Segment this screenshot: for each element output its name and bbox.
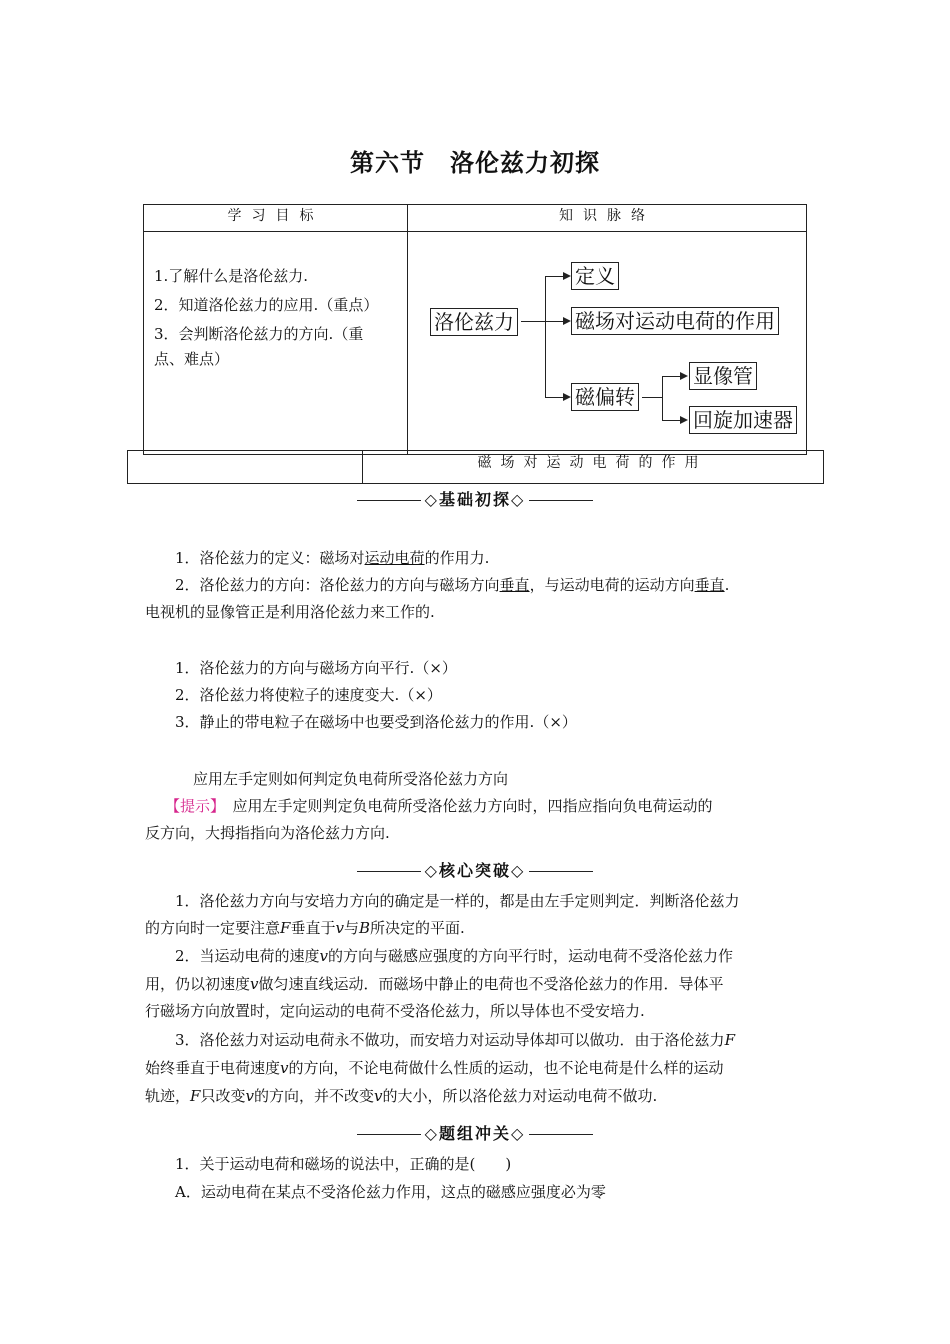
node-definition: 定义: [571, 262, 619, 290]
judge-3: 3．静止的带电粒子在磁场中也要受到洛伦兹力的作用.（×）: [175, 713, 577, 731]
core-3b: 始终垂直于电荷速度v的方向，不论电荷做什么性质的运动，也不论电荷是什么样的运动: [145, 1059, 724, 1077]
core-3c: 轨迹，F只改变v的方向，并不改变v的大小，所以洛伦兹力对运动电荷不做功.: [145, 1087, 658, 1105]
goal-1: 1.了解什么是洛伦兹力.: [154, 267, 309, 285]
node-cyclotron: 回旋加速器: [689, 406, 797, 434]
drill-option-a: A．运动电荷在某点不受洛伦兹力作用，这点的磁感应强度必为零: [175, 1183, 606, 1201]
node-field-effect: 磁场对运动电荷的作用: [571, 307, 779, 335]
tip-line-2: 反方向，大拇指指向为洛伦兹力方向.: [145, 824, 390, 842]
question: 应用左手定则如何判定负电荷所受洛伦兹力方向: [193, 770, 509, 788]
col-header-goals: 学习目标: [144, 205, 408, 232]
goal-2: 2．知道洛伦兹力的应用.（重点）: [154, 296, 379, 314]
basic-line-1: 1．洛伦兹力的定义：磁场对运动电荷的作用力.: [175, 549, 490, 567]
section-basic: ◇基础初探◇: [0, 487, 950, 510]
tip-line-1: 【提示】 应用左手定则判定负电荷所受洛伦兹力方向时，四指应指向负电荷运动的: [165, 797, 713, 815]
basic-line-3: 电视机的显像管正是利用洛伦兹力来工作的.: [145, 603, 435, 621]
objectives-table: [143, 204, 807, 455]
core-1a: 1．洛伦兹力方向与安培力方向的确定是一样的，都是由左手定则判定．判断洛伦兹力: [175, 892, 740, 910]
goal-3: 3．会判断洛伦兹力的方向.（重: [154, 325, 364, 343]
judge-2: 2．洛伦兹力将使粒子的速度变大.（×）: [175, 686, 442, 704]
node-root: 洛伦兹力: [430, 308, 518, 336]
section-core: ◇核心突破◇: [0, 858, 950, 881]
learning-goals: [144, 232, 408, 455]
page-title: 第六节 洛伦兹力初探: [350, 149, 600, 177]
node-picture-tube: 显像管: [689, 362, 757, 390]
core-2c: 行磁场方向放置时，定向运动的电荷不受洛伦兹力，所以导体也不受安培力.: [145, 1002, 645, 1020]
core-2a: 2．当运动电荷的速度v的方向与磁感应强度的方向平行时，运动电荷不受洛伦兹力作: [175, 947, 734, 965]
section-drill: ◇题组冲关◇: [0, 1121, 950, 1144]
basic-line-2: 2．洛伦兹力的方向：洛伦兹力的方向与磁场方向垂直，与运动电荷的运动方向垂直.: [175, 576, 730, 594]
core-2b: 用，仍以初速度v做匀速直线运动．而磁场中静止的电荷也不受洛伦兹力的作用．导体平: [145, 975, 724, 993]
goal-3-cont: 点、难点）: [154, 350, 230, 368]
judge-1: 1．洛伦兹力的方向与磁场方向平行.（×）: [175, 659, 457, 677]
topic-table: [127, 450, 824, 484]
core-3a: 3．洛伦兹力对运动电荷永不做功，而安培力对运动导体却可以做功．由于洛伦兹力F: [175, 1031, 735, 1049]
col-header-knowledge: 知识脉络: [408, 205, 807, 232]
drill-question-1: 1．关于运动电荷和磁场的说法中，正确的是( ): [175, 1155, 512, 1173]
knowledge-diagram: [408, 232, 807, 455]
core-1b: 的方向时一定要注意F垂直于v与B所决定的平面.: [145, 919, 465, 937]
node-deflection: 磁偏转: [571, 383, 639, 411]
topic-header: 磁场对运动电荷的作用: [363, 451, 824, 484]
